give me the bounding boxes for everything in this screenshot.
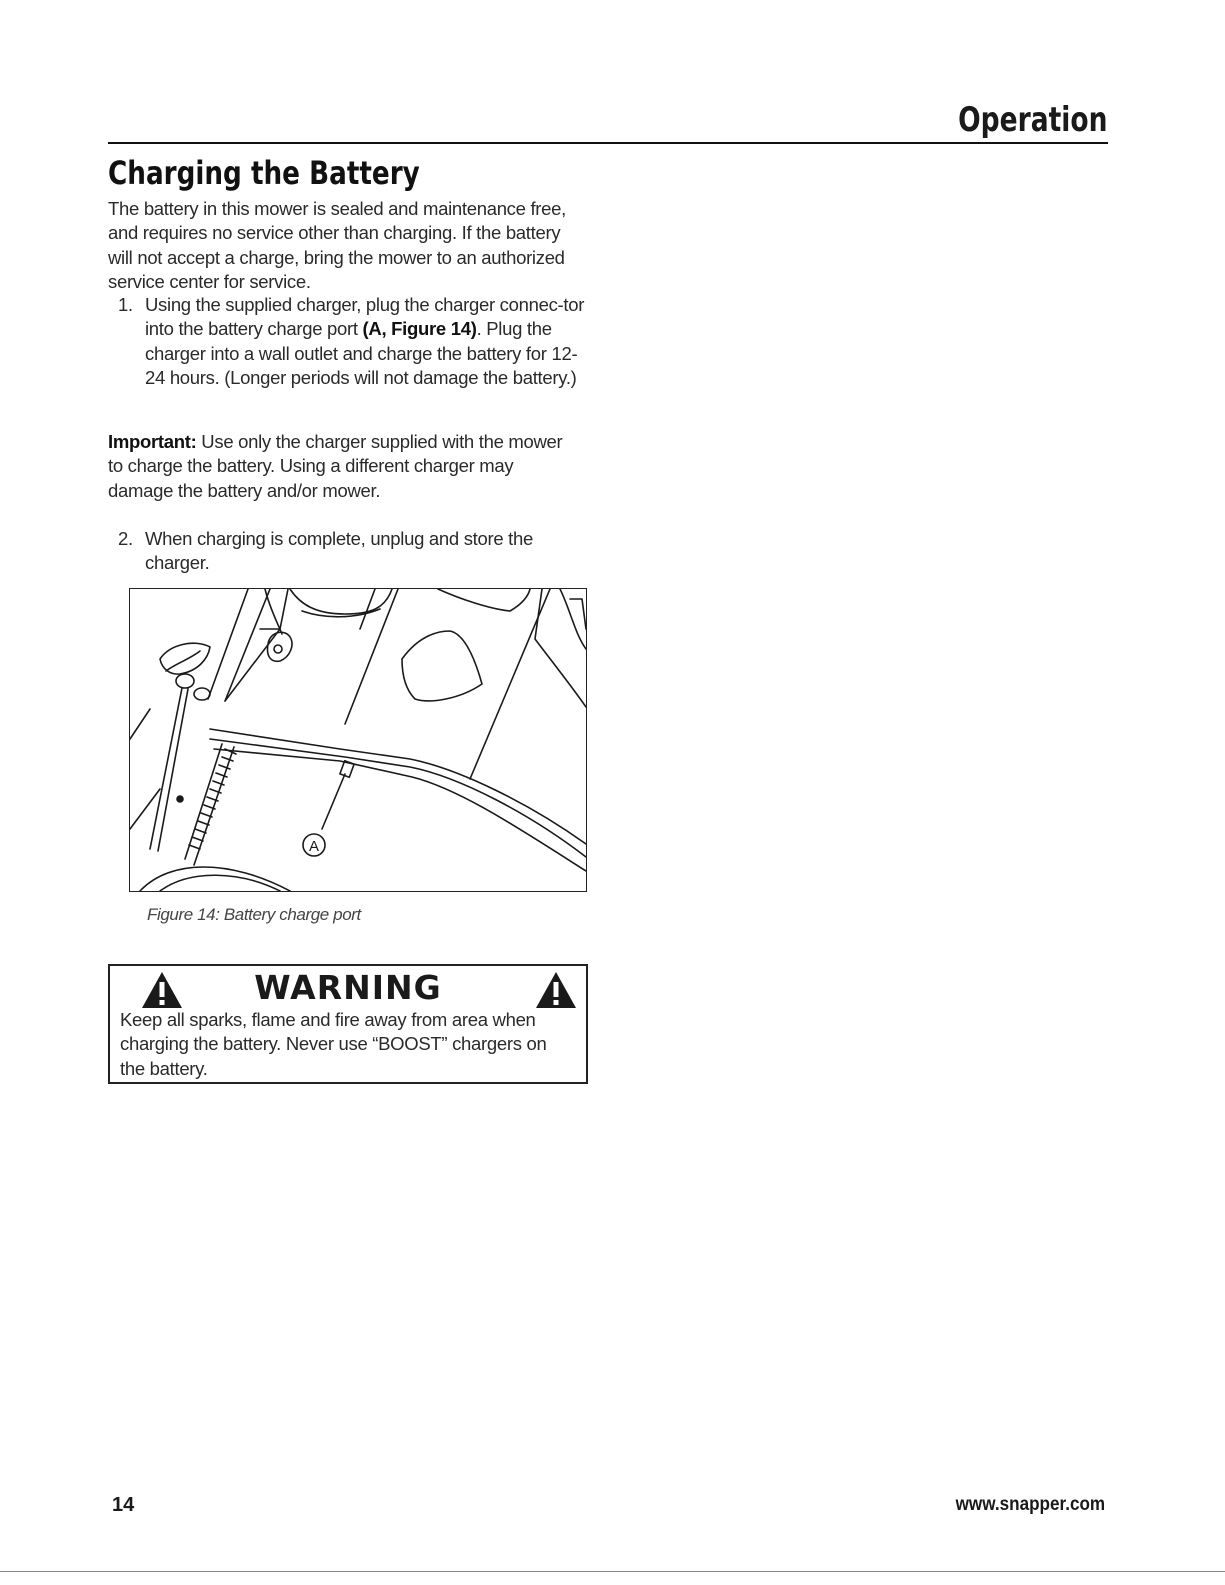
figure-reference: (A, Figure 14): [362, 318, 477, 340]
step-text-after: . Plug the charger into a wall outlet and charge the battery for 12-24 hours. (Longer periods will not damage the battery.): [145, 318, 578, 388]
important-note: [108, 430, 578, 503]
page-title: Charging the Battery: [108, 154, 420, 192]
figure-14-illustration: [129, 588, 587, 892]
step-1: [108, 293, 588, 390]
mower-battery-port-drawing: [130, 589, 586, 891]
page-number: 14: [112, 1494, 135, 1516]
step-text-before: Using the supplied charger, plug the charger connec-tor into the battery charge port: [145, 294, 585, 340]
step-2: [108, 527, 588, 576]
warning-box: [108, 964, 588, 1084]
section-header: Operation: [957, 100, 1107, 140]
intro-paragraph: The battery in this mower is sealed and maintenance free, and requires no service other than charging. If the battery will not accept a charge, bring the mower to an authorized service center for service.: [108, 198, 566, 292]
bottom-rule: [0, 1571, 1225, 1572]
step-text: When charging is complete, unplug and store the charger.: [145, 528, 534, 574]
warning-triangle-icon: [534, 970, 578, 1010]
callout-label: A: [308, 838, 320, 855]
warning-title: WARNING: [254, 968, 442, 1007]
step-number: 2.: [118, 528, 133, 549]
website-link[interactable]: www.snapper.com: [955, 1494, 1105, 1515]
important-text: Use only the charger supplied with the mower to charge the battery. Using a different charger may damage the battery and/or mower.: [108, 431, 563, 501]
step-number: 1.: [118, 294, 133, 315]
step-text: [145, 293, 588, 390]
header-rule: [108, 142, 1108, 144]
important-label: Important:: [108, 431, 197, 452]
warning-text: Keep all sparks, flame and fire away from area when charging the battery. Never use “BOOST” chargers on the battery.: [120, 1009, 547, 1079]
figure-caption: Figure 14: Battery charge port: [147, 905, 361, 924]
